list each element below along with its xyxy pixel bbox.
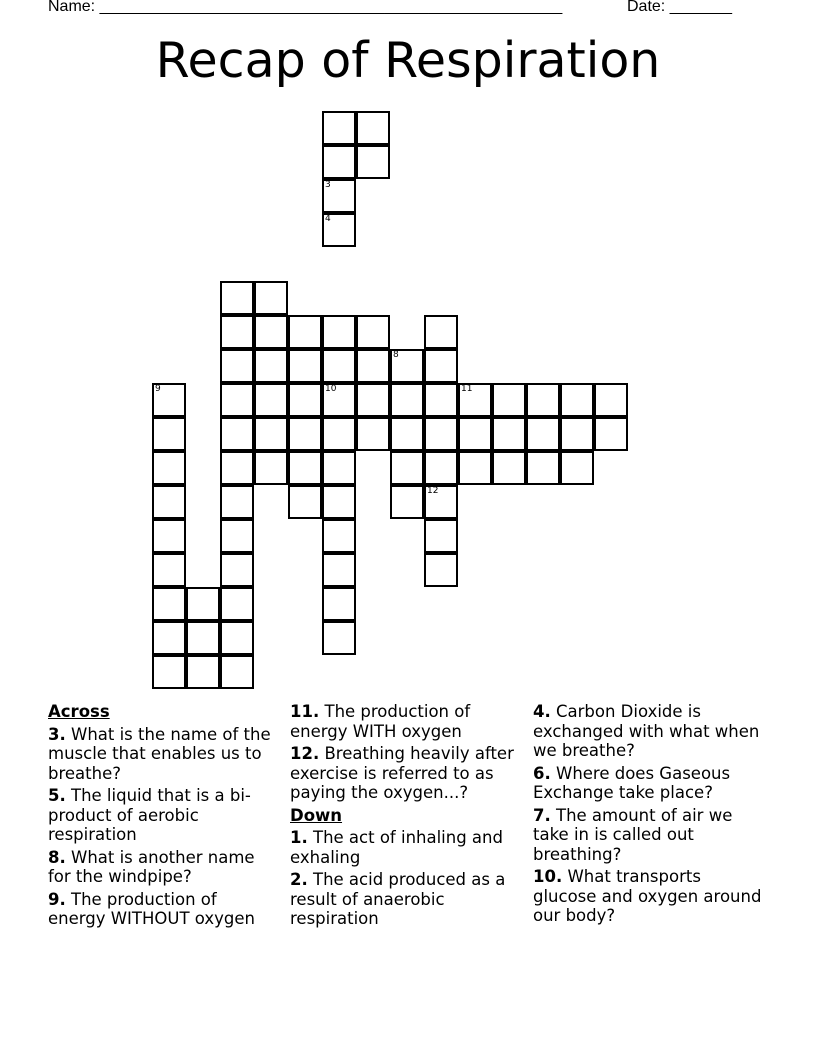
grid-cell[interactable] — [390, 485, 424, 519]
cell-number: 12 — [427, 486, 439, 496]
grid-cell[interactable] — [220, 281, 254, 315]
grid-cell[interactable] — [526, 451, 560, 485]
grid-cell[interactable] — [186, 587, 220, 621]
cell-number: 8 — [393, 350, 399, 360]
grid-cell[interactable] — [390, 451, 424, 485]
clue-text: The production of energy WITH oxygen — [290, 702, 471, 741]
clue-across-5 — [48, 786, 278, 845]
grid-cell[interactable] — [356, 315, 390, 349]
grid-cell[interactable] — [220, 383, 254, 417]
grid-cell[interactable] — [152, 451, 186, 485]
clues-column-2 — [290, 702, 520, 932]
grid-cell[interactable] — [220, 587, 254, 621]
grid-cell[interactable] — [492, 417, 526, 451]
grid-cell[interactable] — [322, 145, 356, 179]
grid-cell[interactable] — [220, 519, 254, 553]
grid-cell[interactable] — [356, 111, 390, 145]
grid-cell[interactable] — [254, 315, 288, 349]
clue-down-2 — [290, 870, 520, 929]
grid-cell[interactable] — [424, 383, 458, 417]
grid-cell[interactable] — [220, 451, 254, 485]
clue-number: 7. — [533, 805, 551, 825]
clue-number: 1. — [290, 828, 308, 847]
grid-cell[interactable] — [356, 383, 390, 417]
clues-column-1 — [48, 702, 278, 932]
clue-down-4 — [533, 702, 763, 761]
clue-number: 9. — [48, 889, 66, 909]
grid-cell[interactable] — [526, 383, 560, 417]
clue-text: What is the name of the muscle that enables us to breathe? — [48, 724, 271, 783]
clue-across-9 — [48, 890, 278, 929]
cell-number: 11 — [461, 384, 473, 394]
clue-text: Carbon Dioxide is exchanged with what when we breathe? — [533, 702, 760, 760]
grid-cell[interactable] — [220, 485, 254, 519]
grid-cell[interactable] — [288, 383, 322, 417]
grid-cell[interactable] — [152, 621, 186, 655]
grid-cell[interactable] — [322, 553, 356, 587]
grid-cell[interactable] — [254, 417, 288, 451]
clue-text: Breathing heavily after exercise is referred to as paying the oxygen...? — [290, 744, 514, 802]
grid-cell[interactable] — [254, 383, 288, 417]
grid-cell[interactable] — [322, 519, 356, 553]
clue-number: 3. — [48, 724, 66, 744]
clue-number: 11. — [290, 702, 320, 721]
clue-number: 4. — [533, 702, 551, 721]
clue-text: What is another name for the windpipe? — [48, 847, 255, 886]
grid-cell[interactable] — [356, 145, 390, 179]
clues-column-3 — [533, 702, 763, 929]
grid-cell[interactable] — [526, 417, 560, 451]
grid-cell[interactable] — [458, 417, 492, 451]
grid-cell[interactable] — [560, 383, 594, 417]
grid-cell[interactable] — [288, 349, 322, 383]
grid-cell[interactable] — [390, 383, 424, 417]
down-heading: Down — [290, 805, 343, 825]
clue-across-8 — [48, 848, 278, 887]
grid-cell[interactable] — [424, 315, 458, 349]
clue-text: The amount of air we take in is called out breathing? — [533, 805, 733, 864]
grid-cell[interactable] — [288, 485, 322, 519]
clue-number: 12. — [290, 744, 320, 763]
grid-cell[interactable] — [322, 587, 356, 621]
grid-cell[interactable] — [254, 349, 288, 383]
grid-cell[interactable] — [424, 451, 458, 485]
grid-cell[interactable] — [390, 417, 424, 451]
grid-cell[interactable] — [356, 417, 390, 451]
clue-number: 6. — [533, 763, 551, 783]
clue-across-12 — [290, 744, 520, 803]
grid-cell[interactable] — [594, 383, 628, 417]
grid-cell[interactable] — [390, 349, 424, 383]
grid-cell[interactable] — [322, 315, 356, 349]
cell-number: 3 — [325, 180, 331, 190]
grid-cell[interactable] — [152, 519, 186, 553]
grid-cell[interactable] — [152, 383, 186, 417]
grid-cell[interactable] — [288, 315, 322, 349]
clue-text: The production of energy WITHOUT oxygen — [48, 889, 255, 928]
cell-number: 10 — [325, 384, 337, 394]
grid-cell[interactable] — [152, 417, 186, 451]
grid-cell[interactable] — [424, 485, 458, 519]
clue-text: The acid produced as a result of anaerobic respiration — [290, 870, 506, 928]
grid-cell[interactable] — [288, 451, 322, 485]
grid-cell[interactable] — [424, 349, 458, 383]
grid-cell[interactable] — [322, 621, 356, 655]
grid-cell[interactable] — [152, 485, 186, 519]
clue-text: What transports glucose and oxygen around our body? — [533, 867, 762, 925]
grid-cell[interactable] — [322, 417, 356, 451]
grid-cell[interactable] — [322, 383, 356, 417]
name-line: Name: ____________________________________________________ — [48, 0, 563, 15]
grid-cell[interactable] — [322, 179, 356, 213]
grid-cell[interactable] — [322, 451, 356, 485]
grid-cell[interactable] — [492, 383, 526, 417]
grid-cell[interactable] — [220, 621, 254, 655]
grid-cell[interactable] — [152, 655, 186, 689]
clue-number: 5. — [48, 786, 66, 805]
grid-cell[interactable] — [356, 349, 390, 383]
grid-cell[interactable] — [220, 655, 254, 689]
clue-down-6 — [533, 764, 763, 803]
grid-cell[interactable] — [186, 621, 220, 655]
clue-text: Where does Gaseous Exchange take place? — [533, 763, 731, 802]
grid-cell[interactable] — [322, 111, 356, 145]
grid-cell[interactable] — [492, 451, 526, 485]
across-heading: Across — [48, 702, 110, 721]
cell-number: 9 — [155, 384, 161, 394]
grid-cell[interactable] — [220, 315, 254, 349]
grid-cell[interactable] — [254, 281, 288, 315]
grid-cell[interactable] — [186, 655, 220, 689]
grid-cell[interactable] — [560, 451, 594, 485]
grid-cell[interactable] — [424, 417, 458, 451]
clue-down-1 — [290, 828, 520, 867]
grid-cell[interactable] — [254, 451, 288, 485]
grid-cell[interactable] — [152, 587, 186, 621]
grid-cell[interactable] — [322, 349, 356, 383]
grid-cell[interactable] — [220, 553, 254, 587]
clue-down-7 — [533, 806, 763, 865]
grid-cell[interactable] — [220, 349, 254, 383]
grid-cell[interactable] — [458, 383, 492, 417]
page-title: Recap of Respiration — [155, 32, 661, 89]
clue-number: 2. — [290, 870, 308, 889]
grid-cell[interactable] — [322, 213, 356, 247]
clue-number: 8. — [48, 847, 66, 867]
date-line: Date: _______ — [627, 0, 732, 15]
grid-cell[interactable] — [424, 519, 458, 553]
clue-down-10 — [533, 867, 763, 926]
grid-cell[interactable] — [288, 417, 322, 451]
grid-cell[interactable] — [152, 553, 186, 587]
clue-number: 10. — [533, 867, 563, 886]
clue-across-3 — [48, 725, 278, 784]
grid-cell[interactable] — [220, 417, 254, 451]
grid-cell[interactable] — [424, 553, 458, 587]
grid-cell[interactable] — [560, 417, 594, 451]
cell-number: 4 — [325, 214, 331, 224]
grid-cell[interactable] — [322, 485, 356, 519]
clue-across-11 — [290, 702, 520, 741]
grid-cell[interactable] — [458, 451, 492, 485]
clue-text: The act of inhaling and exhaling — [290, 828, 503, 867]
grid-cell[interactable] — [594, 417, 628, 451]
clue-text: The liquid that is a bi-product of aerobic respiration — [48, 786, 251, 844]
